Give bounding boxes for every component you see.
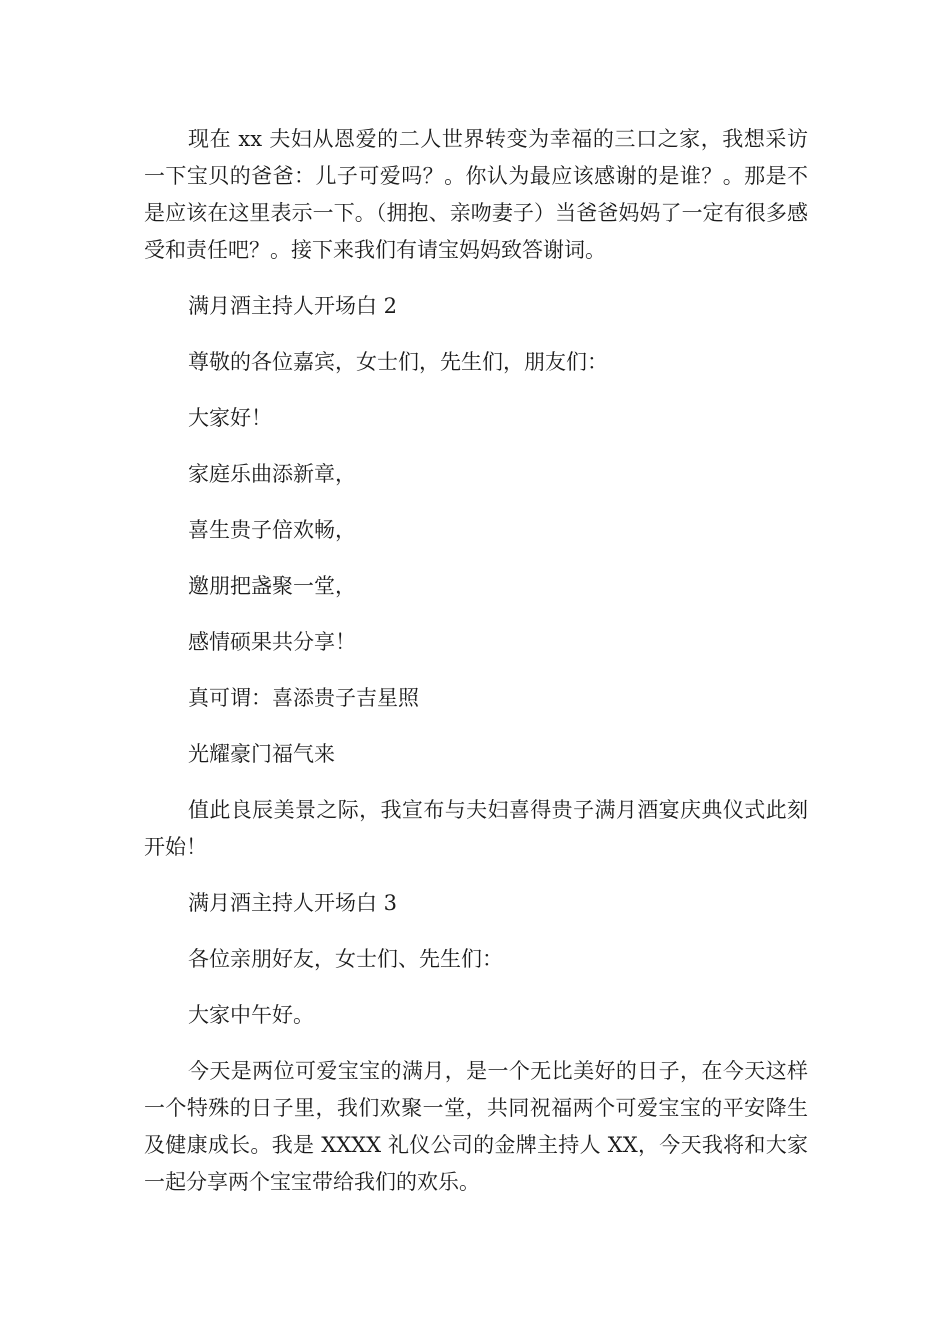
paragraph-greeting-guests: 尊敬的各位嘉宾，女士们，先生们，朋友们： — [188, 350, 608, 374]
paragraph-hello-all: 大家好！ — [188, 406, 272, 430]
verse-line-2: 喜生贵子倍欢畅， — [188, 518, 356, 542]
heading-opening-3: 满月酒主持人开场白 3 — [188, 891, 398, 915]
verse-line-1: 家庭乐曲添新章， — [188, 462, 356, 486]
paragraph-twins-celebration: 今天是两位可爱宝宝的满月，是一个无比美好的日子，在今天这样一个特殊的日子里，我们欢聚一堂，共同祝福两个可爱宝宝的平安降生及健康成长。我是 XXXX 礼仪公司的金牌主持人 XX，今天我将和大家一起分享两个宝宝带给我们的欢乐。 — [144, 1059, 808, 1194]
verse-line-5: 真可谓：喜添贵子吉星照 — [188, 686, 419, 710]
verse-line-4: 感情硕果共分享！ — [188, 630, 356, 654]
paragraph-ceremony-start: 值此良辰美景之际，我宣布与夫妇喜得贵子满月酒宴庆典仪式此刻开始！ — [144, 798, 808, 859]
document-body — [144, 121, 808, 1220]
paragraph-greeting-friends: 各位亲朋好友，女士们、先生们： — [188, 947, 503, 971]
verse-line-6: 光耀豪门福气来 — [188, 742, 335, 766]
heading-opening-2: 满月酒主持人开场白 2 — [188, 294, 398, 318]
paragraph-good-noon: 大家中午好。 — [188, 1003, 314, 1027]
verse-line-3: 邀朋把盏聚一堂， — [188, 574, 356, 598]
paragraph-interview: 现在 xx 夫妇从恩爱的二人世界转变为幸福的三口之家，我想采访一下宝贝的爸爸：儿子可爱吗？。你认为最应该感谢的是谁？。那是不是应该在这里表示一下。（拥抱、亲吻妻子）当爸爸妈妈了一定有很多感受和责任吧？。接下来我们有请宝妈妈致答谢词。 — [144, 127, 808, 262]
